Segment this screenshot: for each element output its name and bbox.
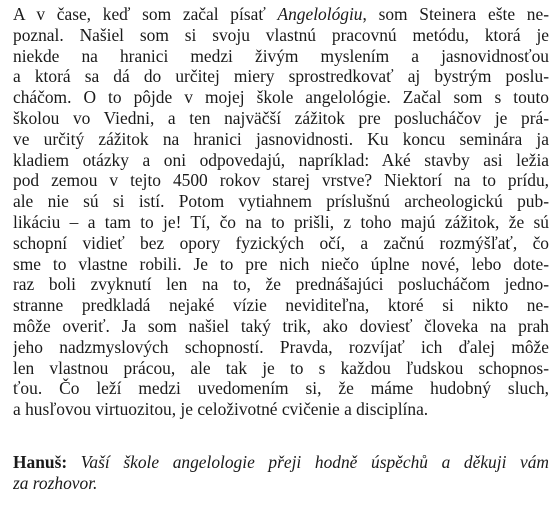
text-line [13,170,549,191]
text-line [13,254,549,275]
line-text: kladiem otázky a oni odpovedajú, napríklad: Aké stavby asi ležia [13,149,549,170]
line-text: a ktorá sa dá do určitej miery sprostredkovať aj bystrým poslu- [13,66,549,87]
text-line [13,150,549,171]
text-line [13,191,549,212]
line-text: len vlastnou prácou, ale tak je to s každou ľudskou schopnos- [13,357,549,378]
line-text: školou vo Viedni, a ten najväčší zážitok pre poslucháčov je prá- [13,107,549,128]
text-line [13,233,549,254]
text-line: za rozhovor. [13,472,98,493]
text-line [13,452,549,473]
text-line [13,378,549,399]
line-text: a husľovou virtuozitou, je celoživotné cvičenie a disciplína. [13,399,429,420]
line-text: pod zemou v tejto 4500 rokov starej vrstve? Niektorí na to prídu, [13,170,549,191]
line-text: sme to vlastne robili. Je to pre nich niečo úplne nové, lebo dote- [13,253,549,274]
text-line [13,274,549,295]
text-line [13,46,549,67]
text-line [13,399,549,420]
line-text: raz boli zvyknutí len na to, že prednášajúci poslucháčom jedno- [13,274,549,295]
line-text: schopní vidieť bez opory fyzických očí, a začnú rozmýšľať, čo [13,232,549,253]
text-line [13,295,549,316]
text-line [13,212,549,233]
line-text: jeho nadzmyslových schopností. Pravda, rozvíjať ich ďalej môže [13,336,549,357]
question-text: Vaší škole angelologie přeji hodně úspěchů a děkuji vám [67,452,549,472]
text-line [13,358,549,379]
line-text: stranne predkladá nejaké vízie neviditeľna, ktoré si nikto ne- [13,295,549,316]
text-line [13,108,549,129]
line-text: cháčom. O to pôjde v mojej škole angelológie. Začal som s touto [13,87,549,108]
text-line [13,25,549,46]
line-text: môže overiť. Ja som našiel taký trik, ako doviesť človeka na prah [13,315,549,336]
speaker-label: Hanuš: [13,452,68,472]
line-text: niekde na hranici medzi živým myslením a jasnovidnosťou [13,45,549,66]
line-text: ve určitý zážitok na hranici jasnovidnosti. Ku koncu seminára ja [13,128,549,149]
text-line [13,337,549,358]
book-title: Angelológiu [277,4,363,24]
line-text: ťou. Čo leží medzi uvedomením si, že máme hudobný sluch, [13,378,549,399]
line-text: A v čase, keď som začal písať [13,4,278,24]
line-text: ale nie sú si istí. Potom vytiahnem príslušnú archeologickú pub- [13,191,549,212]
text-line [13,66,549,87]
text-line [13,4,549,25]
text-line [13,129,549,150]
line-text: likáciu – a tam to je! Tí, čo na to prišli, z toho majú zážitok, že sú [13,211,549,232]
interview-answer-paragraph [13,4,549,420]
text-line [13,87,549,108]
interviewer-question-paragraph [13,452,549,494]
line-text: poznal. Našiel som si svoju vlastnú pracovnú metódu, ktorá je [13,24,549,45]
line-text: , som Steinera ešte ne- [362,4,549,24]
text-line [13,316,549,337]
